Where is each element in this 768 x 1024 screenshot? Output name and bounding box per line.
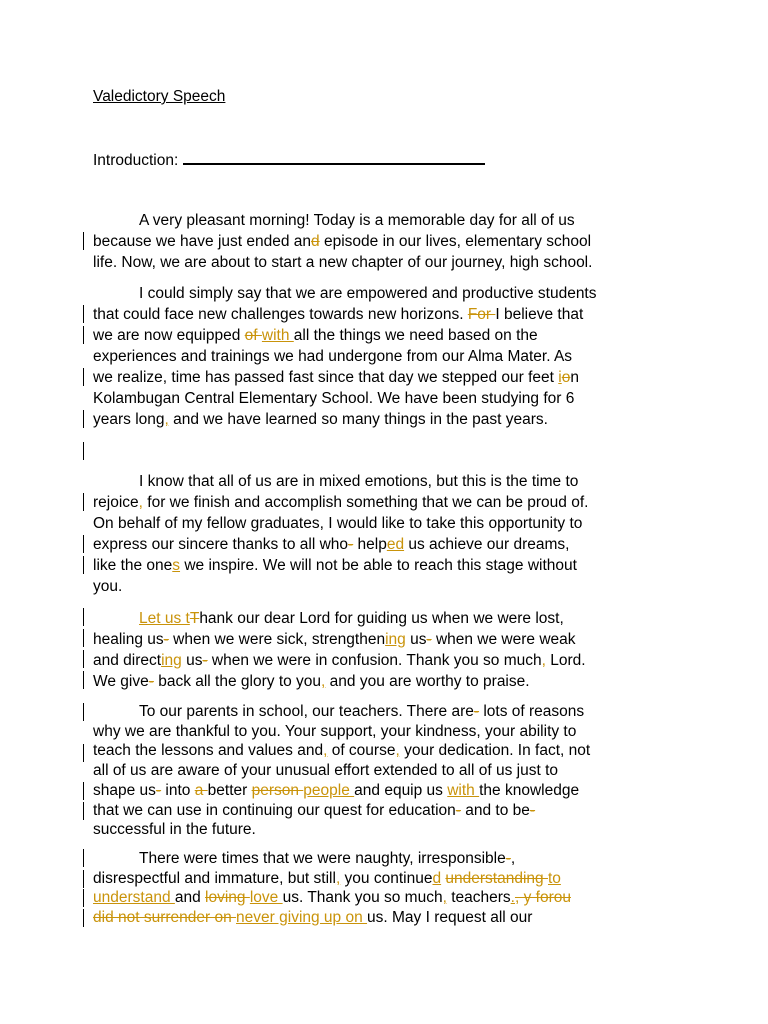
text-line: because we have just ended and episode in our lives, elementary school	[93, 233, 592, 250]
inserted-text: ,	[321, 673, 326, 690]
text-line: express our sincere thanks to all who- helped us achieve our dreams,	[93, 536, 570, 553]
change-bar	[83, 870, 84, 888]
inserted-text: ,	[335, 869, 341, 887]
text-line: you.	[93, 578, 123, 595]
change-bar	[83, 535, 84, 553]
deleted-text: -	[426, 631, 432, 648]
text-line: healing us- when we were sick, strengthening us- when we were weak	[93, 631, 576, 648]
deleted-text: loving	[205, 889, 250, 907]
paragraph-4	[93, 608, 683, 692]
inserted-text: people	[303, 781, 355, 799]
deleted-text: -	[505, 850, 511, 867]
text-line: that we can use in continuing our quest for education- and to be-	[93, 801, 536, 819]
change-bar	[83, 368, 84, 386]
change-bar	[83, 703, 84, 721]
inserted-text: love	[249, 889, 283, 907]
text-line: rejoice, for we finish and accomplish something that we can be proud of.	[93, 494, 589, 511]
deleted-text: -	[473, 703, 480, 720]
deleted-text: a	[194, 781, 208, 799]
text-line: understand and loving love us. Thank you so much, teachers., y forou	[93, 889, 571, 907]
deleted-text: -	[163, 631, 169, 648]
text-line: we are now equipped of with all the things we need based on the	[93, 327, 538, 344]
inserted-text: ,	[164, 411, 169, 428]
deleted-text: -	[155, 781, 162, 799]
change-bar	[83, 326, 84, 344]
deleted-text: o	[561, 369, 571, 386]
change-bar	[83, 650, 84, 668]
deleted-text: person	[251, 781, 304, 799]
text-line: disrespectful and immature, but still, you continued understanding to	[93, 869, 561, 887]
deleted-text: did	[93, 909, 118, 927]
text-line: why we are thankful to you. Your support, your kindness, your ability to	[93, 722, 577, 740]
inserted-text: ,	[541, 652, 546, 669]
inserted-text: ed	[386, 536, 405, 553]
inserted-text: ,	[323, 742, 328, 760]
text-line: I could simply say that we are empowered and productive students	[139, 285, 597, 302]
change-bar	[83, 305, 84, 323]
deleted-text: For	[467, 306, 496, 323]
change-bar	[83, 802, 84, 820]
text-line: like the ones we inspire. We will not be able to reach this stage without	[93, 557, 577, 574]
paragraph-1	[93, 210, 683, 273]
text-line: all of us are aware of your unusual effort extended to all of us just to	[93, 762, 558, 780]
deleted-text: -	[348, 536, 354, 553]
inserted-text: ing	[385, 631, 406, 648]
text-line: that could face new challenges towards new horizons. For I believe that	[93, 306, 584, 323]
text-line: I know that all of us are in mixed emotions, but this is the time to	[139, 473, 579, 490]
inserted-text: .	[510, 889, 515, 907]
text-line: experiences and trainings we had undergone from our Alma Mater. As	[93, 348, 573, 365]
change-bar	[83, 849, 84, 867]
inserted-text: Let us t	[139, 610, 190, 627]
change-bar	[83, 889, 84, 907]
deleted-text: -	[529, 801, 536, 819]
change-bar	[83, 909, 84, 927]
deleted-text: of	[244, 327, 262, 344]
change-bar	[83, 442, 84, 460]
text-line: We give- back all the glory to you, and you are worthy to praise.	[93, 673, 530, 690]
text-line: teach the lessons and values and, of course, your dedication. In fact, not	[93, 742, 591, 760]
inserted-text: ing	[161, 652, 182, 669]
change-bar	[83, 410, 84, 428]
text-line: and directing us- when we were in confusion. Thank you so much, Lord.	[93, 652, 586, 669]
text-line: life. Now, we are about to start a new chapter of our journey, high school.	[93, 254, 593, 271]
deleted-text: , y forou	[514, 889, 571, 907]
change-bar	[83, 629, 84, 647]
text-line: On behalf of my fellow graduates, I would like to take this opportunity to	[93, 515, 583, 532]
paragraph-2	[93, 283, 683, 430]
deleted-text: -	[455, 801, 461, 819]
deleted-text: -	[202, 652, 208, 669]
text-line: years long, and we have learned so many things in the past years.	[93, 411, 548, 428]
introduction-line	[93, 149, 485, 170]
inserted-text: ,	[442, 889, 447, 907]
text-line: A very pleasant morning! Today is a memorable day for all of us	[139, 212, 575, 229]
deleted-text: -	[148, 673, 154, 690]
text-line: Let us tThank our dear Lord for guiding us when we were lost,	[139, 610, 564, 627]
text-line: Kolambugan Central Elementary School. We have been studying for 6	[93, 390, 575, 407]
change-bar	[83, 608, 84, 626]
deleted-text: d	[311, 233, 320, 250]
text-line: did not surrender on never giving up on us. May I request all our	[93, 909, 533, 927]
text-line: There were times that we were naughty, irresponsible-,	[139, 850, 516, 867]
deleted-text: T	[189, 610, 200, 627]
change-bar	[83, 671, 84, 689]
inserted-text: i	[558, 369, 562, 386]
change-bar	[83, 493, 84, 511]
text-line: shape us- into a better person people and equip us with the knowledge	[93, 781, 580, 799]
change-bar	[83, 744, 84, 762]
deleted-text: not surrender on	[118, 909, 237, 927]
inserted-text: ,	[138, 494, 143, 511]
paragraph-6	[93, 849, 683, 928]
paragraph-5	[93, 702, 683, 840]
inserted-text: never giving up on	[236, 909, 368, 927]
text-line: we realize, time has passed fast since that day we stepped our feet ion	[93, 369, 579, 386]
change-bar	[83, 556, 84, 574]
inserted-text: ,	[395, 742, 400, 760]
inserted-text: understand	[93, 889, 175, 907]
inserted-text: with	[261, 327, 294, 344]
document-title: Valedictory Speech	[93, 88, 226, 105]
introduction-blank	[183, 149, 485, 165]
introduction-label: Introduction:	[93, 152, 183, 169]
text-line: successful in the future.	[93, 821, 256, 839]
inserted-text: s	[172, 557, 181, 574]
deleted-text: understanding	[445, 869, 548, 887]
change-bar	[83, 782, 84, 800]
inserted-text: d	[432, 869, 442, 887]
inserted-text: with	[447, 781, 480, 799]
paragraph-3	[93, 471, 683, 597]
change-bar	[83, 232, 84, 250]
text-line: To our parents in school, our teachers. There are- lots of reasons	[139, 703, 585, 720]
inserted-text: to	[547, 869, 561, 887]
